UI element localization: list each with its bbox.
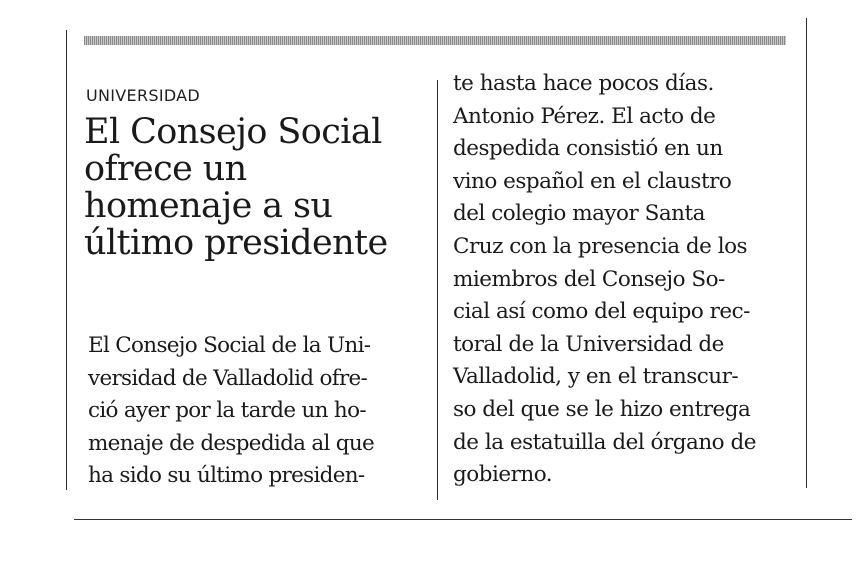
column-divider-middle <box>437 80 438 500</box>
headline-line: homenaje a su <box>84 186 333 226</box>
body-column-left <box>88 330 428 493</box>
headline-line: último presidente <box>84 223 388 263</box>
body-line: El Consejo Social de la Uni- <box>88 333 371 358</box>
body-line: ció ayer por la tarde un ho- <box>88 398 366 424</box>
body-line: despedida consistió en un <box>453 136 723 162</box>
headline <box>84 114 429 262</box>
body-line: gobierno. <box>453 462 553 488</box>
body-line: vino español en el claustro <box>453 168 732 194</box>
body-line: miembros del Consejo So- <box>453 266 725 292</box>
body-line: so del que se le hizo entrega <box>453 396 751 422</box>
column-divider-left <box>66 30 67 490</box>
top-rule <box>84 36 786 45</box>
section-label: UNIVERSIDAD <box>86 86 201 105</box>
bottom-rule <box>74 519 852 520</box>
body-line: versidad de Valladolid ofre- <box>88 365 368 391</box>
body-line: de la estatuilla del órgano de <box>453 429 756 455</box>
body-line: cial así como del equipo rec- <box>453 299 750 325</box>
headline-line: El Consejo Social <box>84 112 382 152</box>
column-divider-right <box>806 18 807 488</box>
body-line: ha sido su último presiden- <box>88 463 365 489</box>
body-line: te hasta hace pocos días. <box>453 71 714 96</box>
body-line: Valladolid, y en el transcur- <box>453 364 739 390</box>
body-line: menaje de despedida al que <box>88 430 375 456</box>
body-line: del colegio mayor Santa <box>453 201 705 227</box>
body-line: Cruz con la presencia de los <box>453 233 748 259</box>
headline-line: ofrece un <box>84 149 247 189</box>
body-line: toral de la Universidad de <box>453 331 724 357</box>
body-line: Antonio Pérez. El acto de <box>453 103 716 129</box>
body-column-right <box>453 68 798 492</box>
